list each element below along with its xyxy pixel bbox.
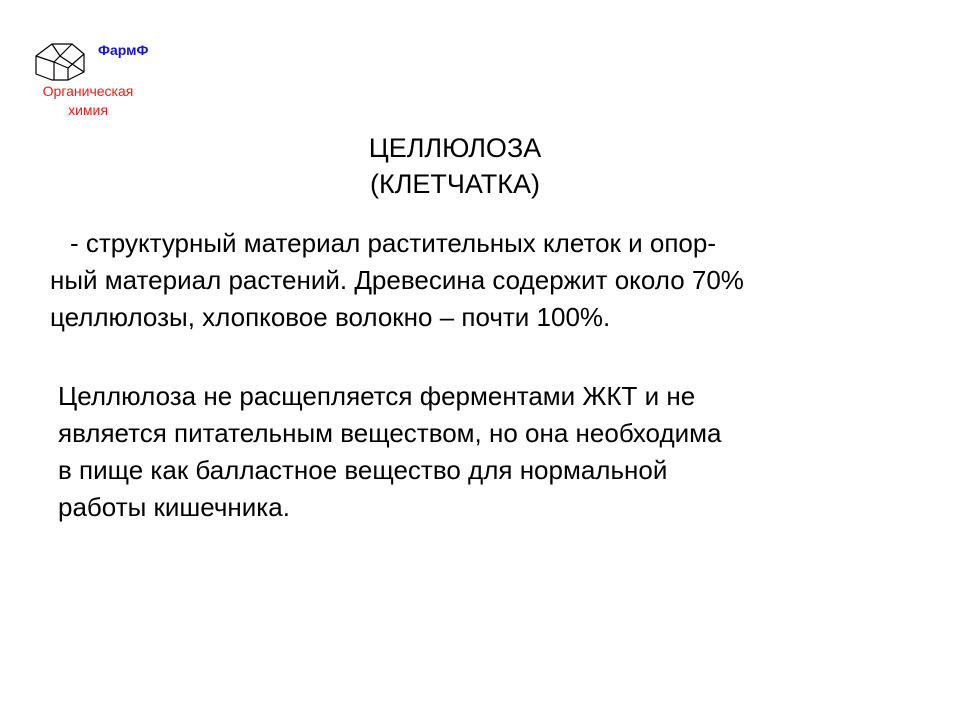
paragraph-definition — [50, 225, 744, 336]
paragraph-line: работы кишечника. — [58, 492, 290, 522]
logo-caption-line: Органическая — [42, 83, 134, 99]
logo-caption-line: химия — [68, 102, 108, 118]
paragraph-digestion — [58, 378, 721, 526]
paragraph-line: ный материал растений. Древесина содержит около 70% — [50, 265, 744, 295]
paragraph-line: является питательным веществом, но она необходима — [58, 418, 722, 448]
adamantane-cage-icon — [30, 36, 90, 82]
logo-caption — [18, 82, 158, 120]
paragraph-line: целлюлозы, хлопковое волокно – почти 100%. — [50, 302, 611, 332]
logo-brand: ФармФ — [98, 42, 149, 58]
paragraph-line: в пище как балластное вещество для нормальной — [58, 455, 668, 485]
paragraph-line: Целлюлоза не расщепляется ферментами ЖКТ и не — [58, 381, 696, 411]
paragraph-line: - структурный материал растительных клеток и опор- — [70, 228, 716, 258]
title-line-2: (КЛЕТЧАТКА) — [369, 169, 541, 199]
title-line-1: ЦЕЛЛЮЛОЗА — [368, 133, 542, 163]
logo — [18, 30, 158, 125]
page-title — [250, 130, 660, 202]
